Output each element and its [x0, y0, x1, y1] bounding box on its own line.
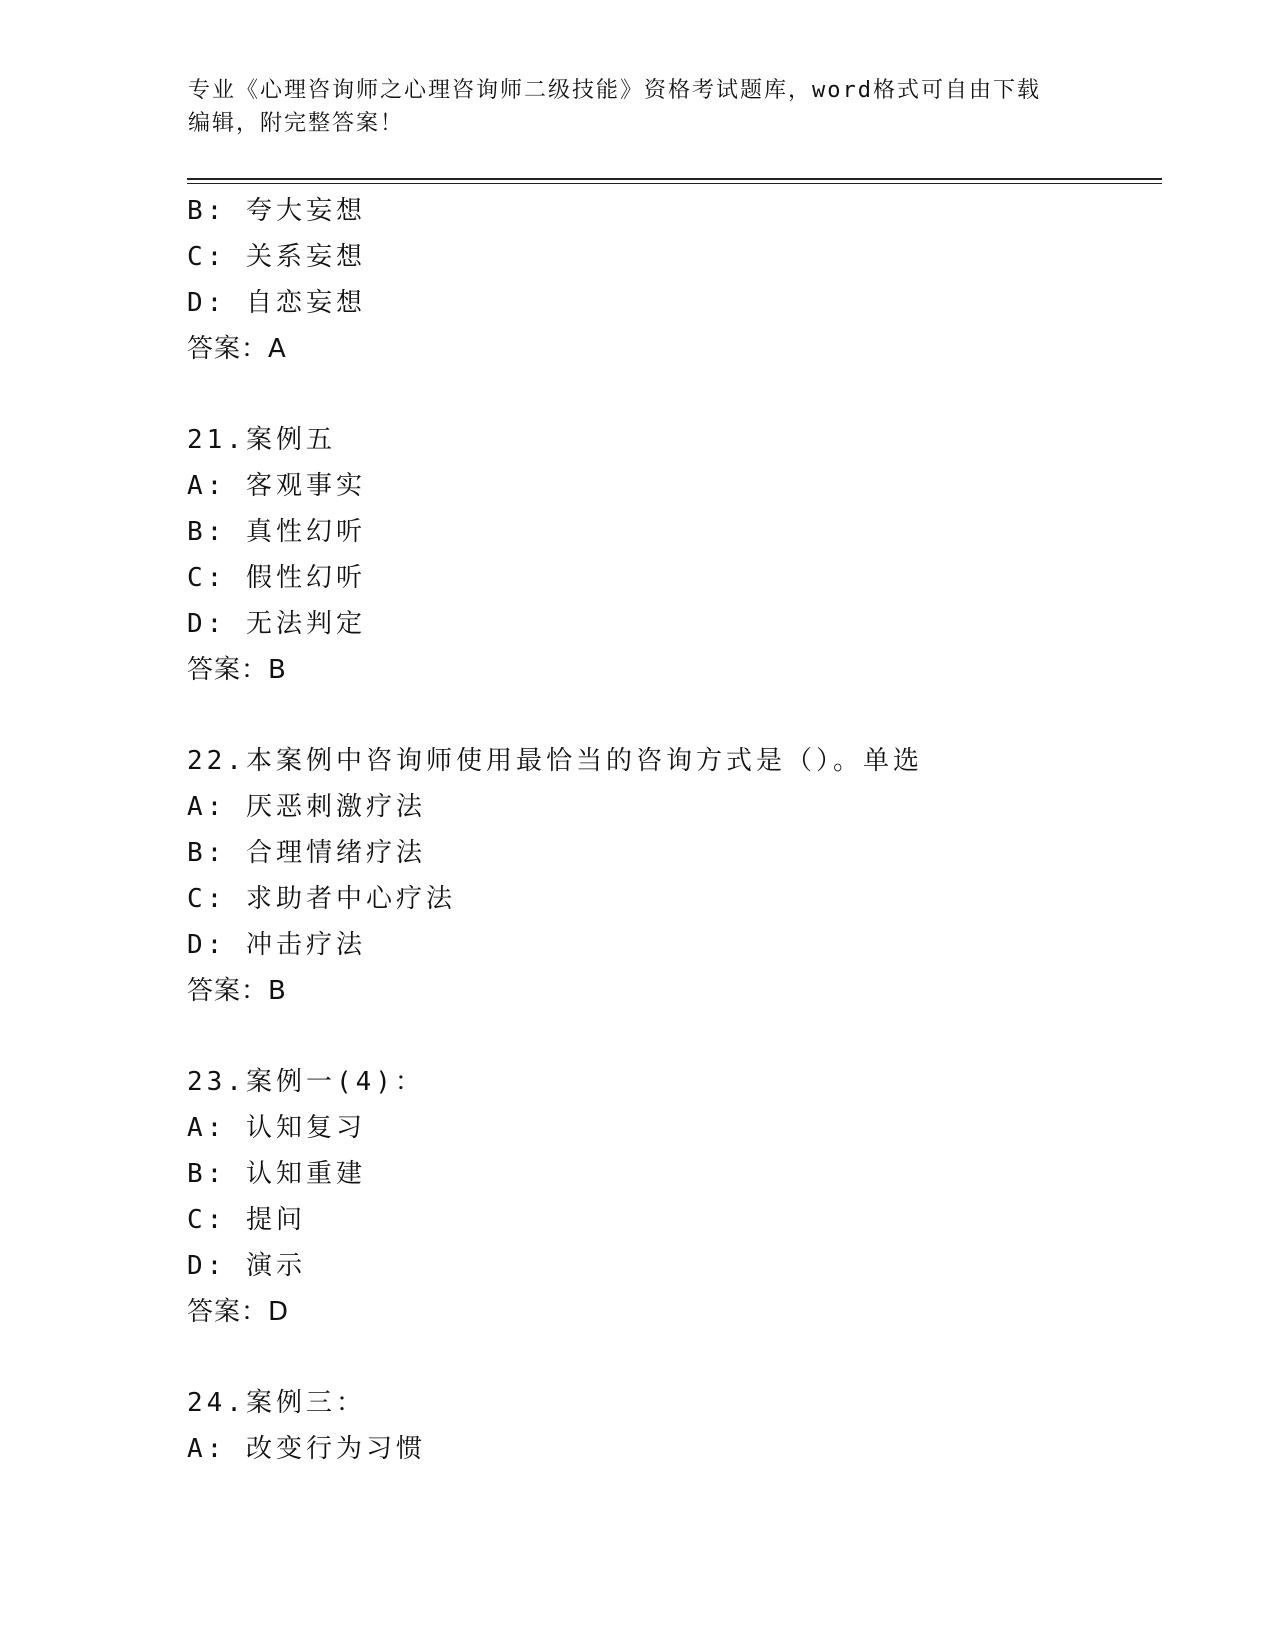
question-title: 24.案例三：	[187, 1388, 366, 1418]
option-b: B: 合理情绪疗法	[187, 838, 426, 868]
option-a: A: 改变行为习惯	[187, 1434, 426, 1464]
question-block	[187, 738, 1167, 1014]
option-a: A: 认知复习	[187, 1113, 366, 1143]
header-line-2: 编辑，附完整答案！	[188, 111, 405, 136]
question-title: 23.案例一(4)：	[187, 1067, 425, 1097]
question-title: 21.案例五	[187, 425, 336, 455]
question-block	[187, 188, 1167, 372]
option-c: C: 假性幻听	[187, 563, 366, 593]
question-title: 22.本案例中咨询师使用最恰当的咨询方式是（）。单选	[187, 746, 923, 776]
header-divider-thick	[187, 178, 1162, 180]
option-d: D: 自恋妄想	[187, 288, 366, 318]
option-a: A: 客观事实	[187, 471, 366, 501]
question-block	[187, 1059, 1167, 1335]
answer-text: 答案：B	[187, 976, 287, 1006]
answer-text: 答案：A	[187, 334, 287, 364]
option-c: C: 关系妄想	[187, 242, 366, 272]
option-a: A: 厌恶刺激疗法	[187, 792, 426, 822]
option-b: B: 认知重建	[187, 1159, 366, 1189]
option-c: C: 提问	[187, 1205, 306, 1235]
option-b: B: 夸大妄想	[187, 196, 366, 226]
answer-text: 答案：D	[187, 1297, 290, 1327]
document-header	[188, 74, 1088, 140]
question-block	[187, 417, 1167, 693]
answer-text: 答案：B	[187, 655, 287, 685]
question-block	[187, 1380, 1167, 1472]
option-d: D: 演示	[187, 1251, 306, 1281]
header-line-1: 专业《心理咨询师之心理咨询师二级技能》资格考试题库，word格式可自由下载	[188, 78, 1041, 103]
option-b: B: 真性幻听	[187, 517, 366, 547]
question-list	[187, 188, 1167, 1472]
option-c: C: 求助者中心疗法	[187, 884, 456, 914]
option-d: D: 冲击疗法	[187, 930, 366, 960]
option-d: D: 无法判定	[187, 609, 366, 639]
header-divider-thin	[187, 183, 1162, 184]
